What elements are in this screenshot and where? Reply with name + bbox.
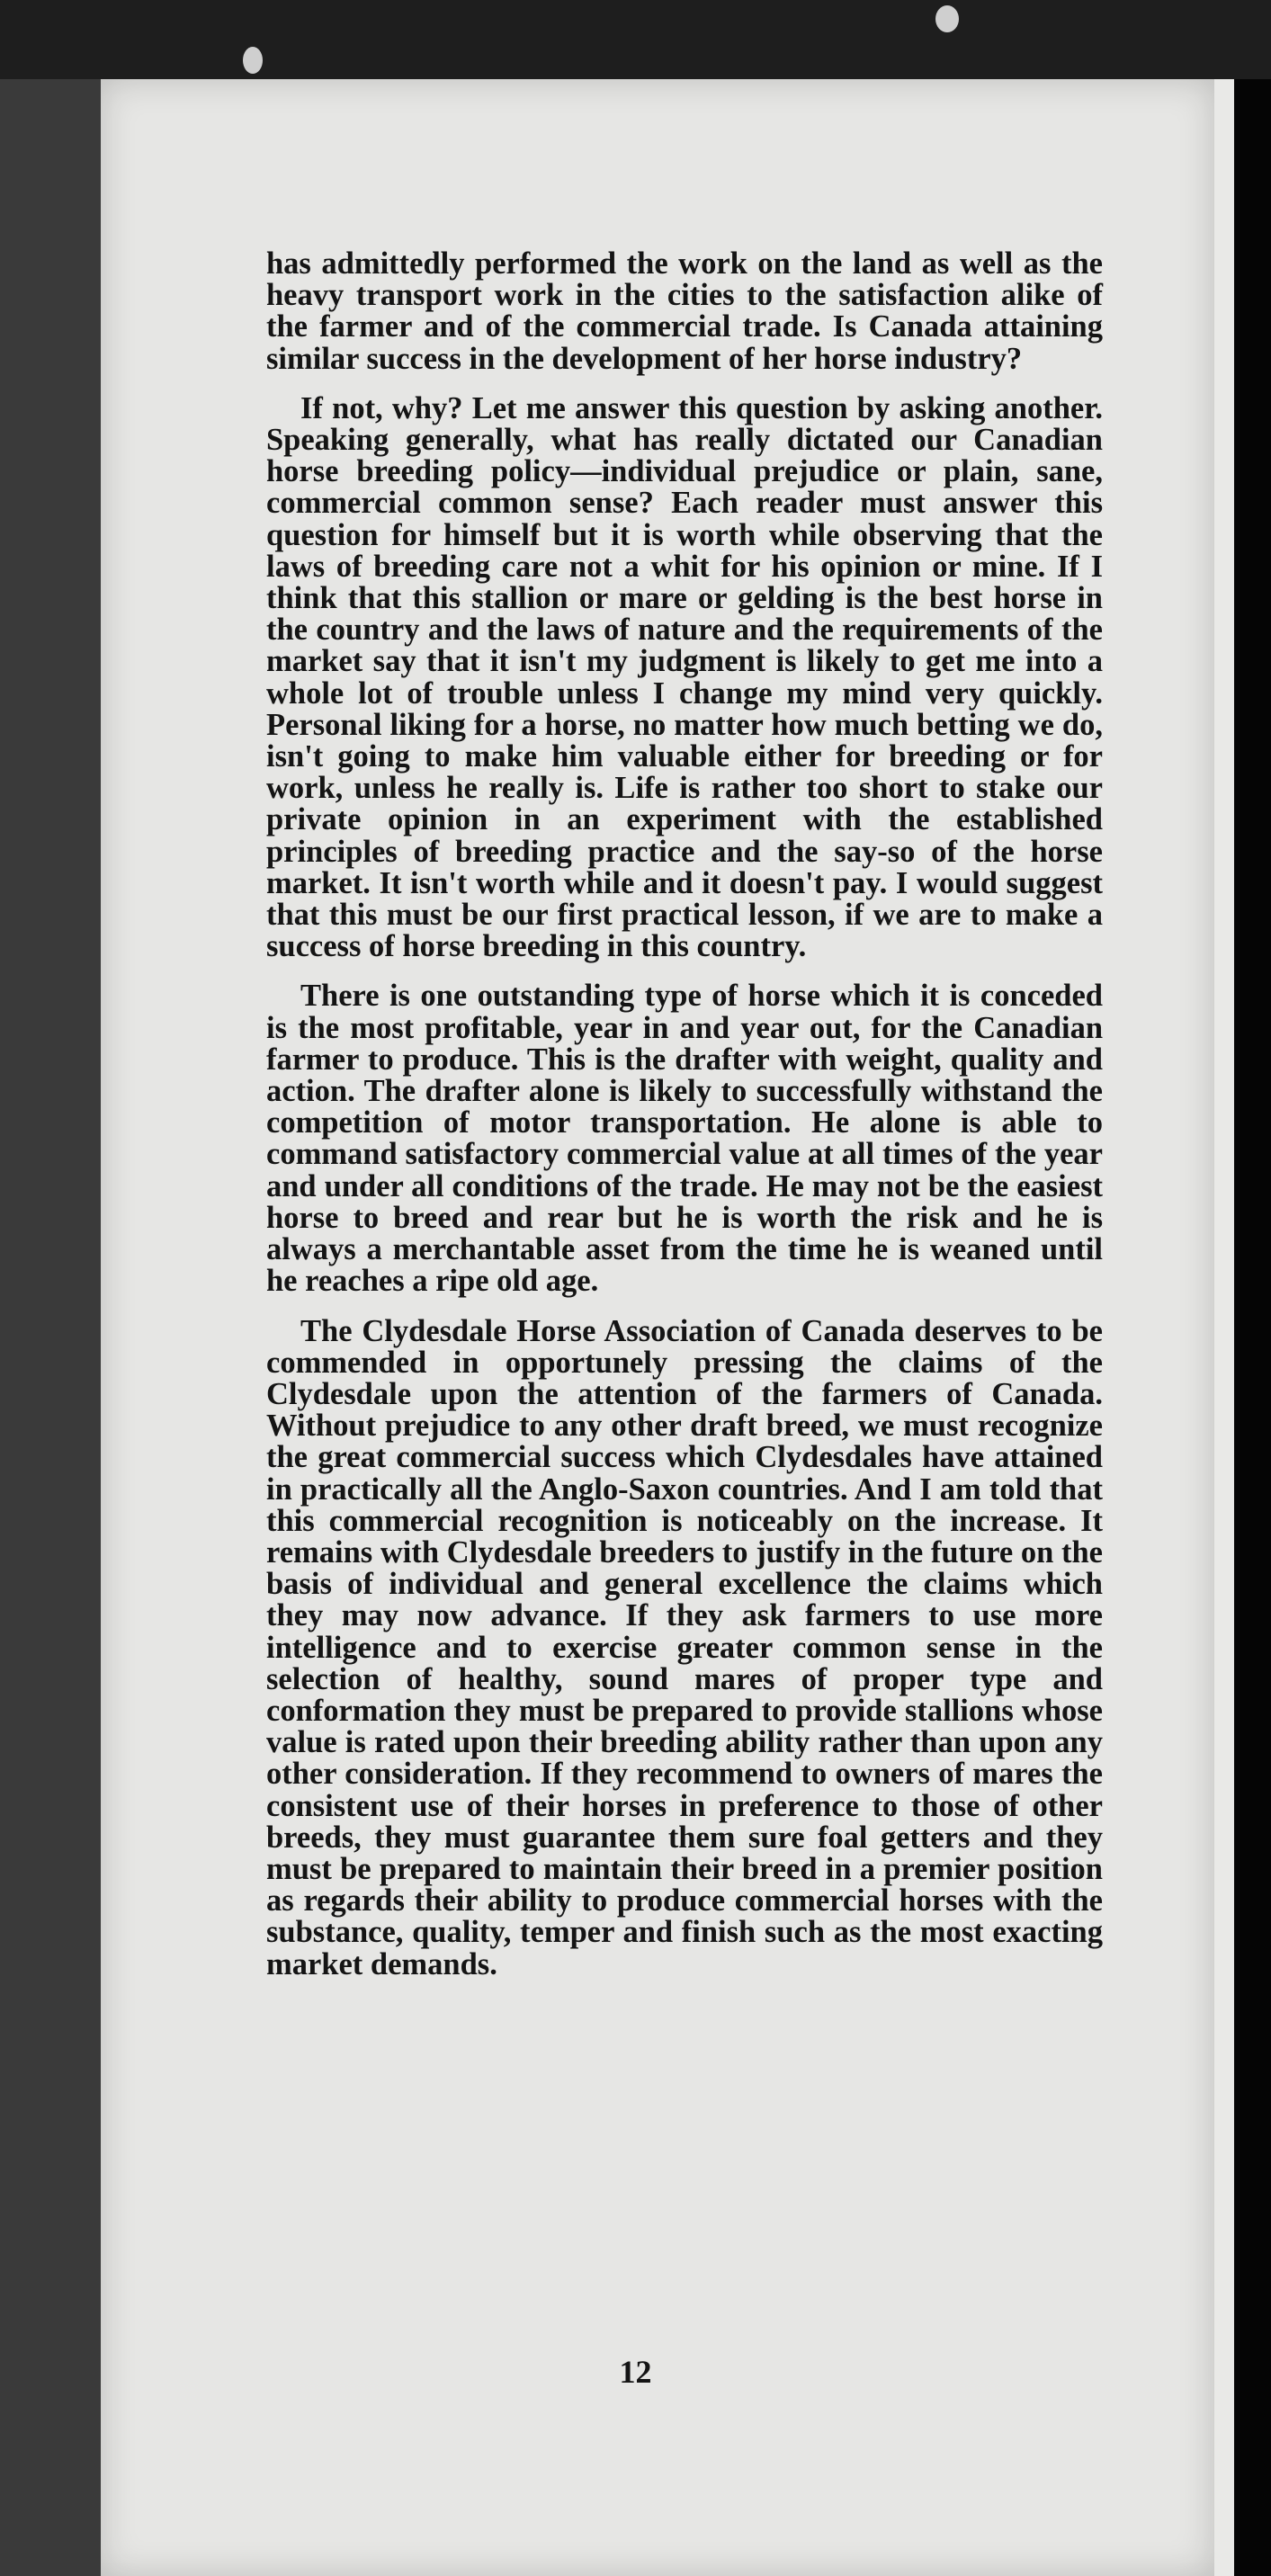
- body-text: [266, 248, 1103, 1999]
- scan-top-border: [0, 0, 1271, 79]
- paragraph-2: If not, why? Let me answer this question by asking another. Speaking generally, what has really dictated our Canadian horse breeding policy—individual prejudice or plain, sane, commercial common sense? Each reader must answer this question for himself but it is worth while observing that the laws of breeding care not a whit for his opinion or mine. If I think that this stallion or mare or gelding is the best horse in the country and the laws of nature and the requirements of the market say that it isn't my judgment is likely to get me into a whole lot of trouble unless I change my mind very quickly. Personal liking for a horse, no matter how much betting we do, isn't going to make him valuable either for breeding or for work, unless he really is. Life is rather too short to stake our private opinion in an experiment with the established principles of breeding practice and the say-so of the horse market. It isn't worth while and it doesn't pay. I would suggest that this must be our first practical lesson, if we are to make a success of horse breeding in this country.: [266, 390, 1103, 964]
- paragraph-3: There is one outstanding type of horse which it is conceded is the most profitable, year in and year out, for the Canadian farmer to produce. This is the drafter with weight, quality and action. The drafter alone is likely to successfully withstand the competition of motor transportation. He alone is able to command satisfactory commercial value at all times of the year and under all conditions of the trade. He may not be the easiest horse to breed and rear but he is worth the risk and he is always a merchantable asset from the time he is weaned until he reaches a ripe old age.: [266, 979, 1103, 1299]
- scan-speck: [243, 47, 263, 74]
- paragraph-4: The Clydesdale Horse Association of Canada deserves to be commended in opportunely pressing the claims of the Clydesdale upon the attention of the farmers of Canada. Without prejudice to any other draft breed, we must recognize the great commercial success which Clydesdales have attained in practically all the Anglo-Saxon countries. And I am told that this commercial recognition is noticeably on the increase. It remains with Clydesdale breeders to justify in the future on the basis of individual and general excellence the claims which they may now advance. If they ask farmers to use more intelligence and to exercise greater common sense in the selection of healthy, sound mares of proper type and conformation they must be prepared to provide stallions whose value is rated upon their breeding ability rather than upon any other consideration. If they recommend to owners of mares the consistent use of their horses in preference to those of other breeds, they must guarantee them sure foal getters and they must be prepared to maintain their breed in a premier position as regards their ability to produce commercial horses with the substance, quality, temper and finish such as the most exacting market demands.: [266, 1313, 1103, 1981]
- page-number: 12: [619, 2354, 652, 2390]
- scan-right-border: [1234, 79, 1271, 2576]
- scan-speck: [935, 5, 959, 32]
- paragraph-1: has admittedly performed the work on the land as well as the heavy transport work in the cities to the satisfaction alike of the farmer and of the commercial trade. Is Canada attaining similar success in the development of her horse industry?: [266, 246, 1103, 376]
- page-edge: [1214, 79, 1234, 2576]
